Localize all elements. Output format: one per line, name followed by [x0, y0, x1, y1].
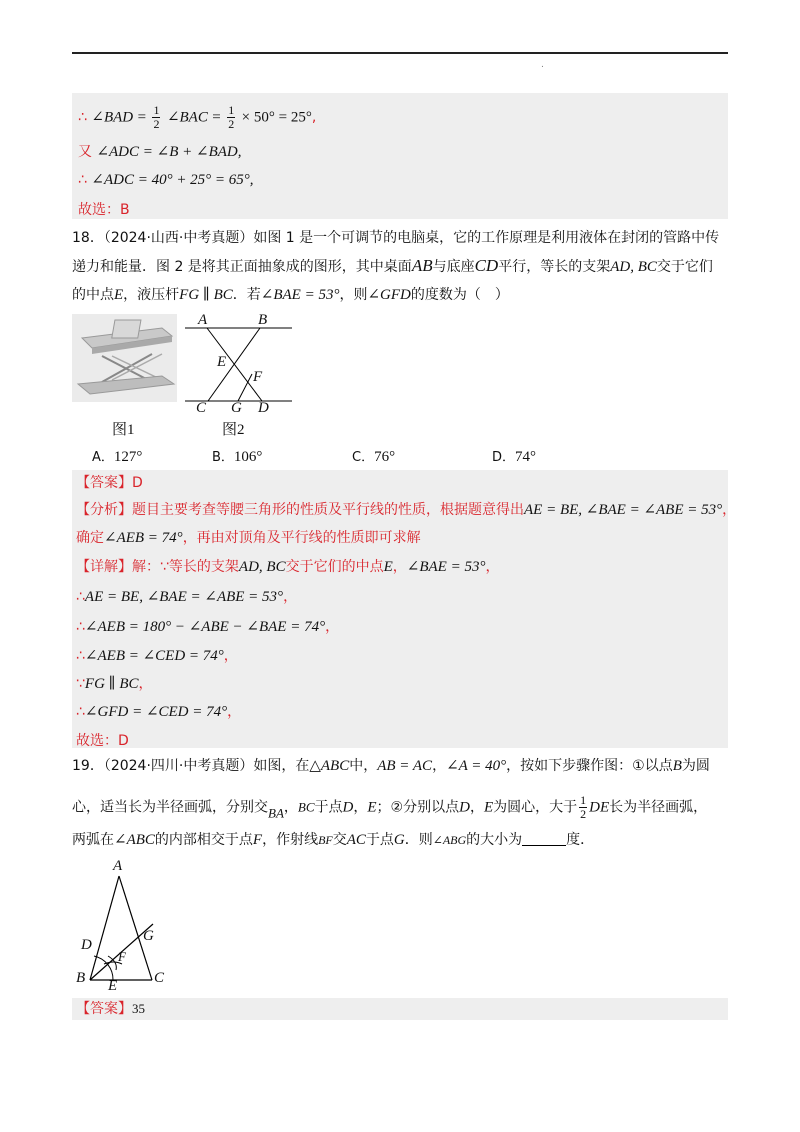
frac-den: 2	[153, 117, 160, 131]
math-expr: D	[342, 799, 354, 816]
text: 平行，等长的支架	[498, 259, 611, 275]
text: ，则	[339, 287, 368, 303]
text: 长为半径画弧，	[609, 799, 708, 816]
punct: ，	[227, 704, 242, 720]
math-expr: AD, BC	[238, 559, 286, 575]
text: 的大小为	[466, 832, 523, 848]
answer-blank[interactable]	[522, 831, 566, 846]
text: 度．	[566, 832, 595, 848]
therefore-symbol: ∴	[76, 704, 85, 720]
frac-den: 2	[228, 117, 235, 131]
math-expr: ∠BAE = 53°	[406, 559, 486, 575]
q19-label-E: E	[108, 978, 118, 994]
header-mark: .	[541, 60, 544, 70]
fraction-half	[152, 104, 160, 131]
ans18-detail1	[76, 557, 499, 577]
answer-value: 35	[132, 1001, 145, 1016]
math-expr: G	[393, 832, 405, 848]
q19-line2	[72, 794, 707, 824]
math-expr: AB = AC	[377, 758, 433, 774]
ans18-analysis2	[76, 528, 421, 548]
text: ．若	[232, 287, 261, 303]
option-value: 106°	[233, 449, 263, 465]
analysis-tag: 【分析】	[76, 502, 132, 518]
figure1-desk-photo	[72, 314, 177, 402]
text: 于点	[365, 832, 394, 848]
text: 交	[332, 832, 347, 848]
math-expr: AC	[346, 832, 366, 848]
ans18-step4	[76, 674, 153, 694]
punct: ，	[283, 589, 298, 605]
q19-label-B: B	[76, 970, 86, 986]
q19-line1	[72, 756, 710, 776]
answer-tag: 【答案】	[76, 475, 132, 491]
math-GFD: ∠GFD	[367, 287, 411, 303]
text: ，再由对顶角及平行线的性质即可求解	[182, 530, 421, 546]
text: 题目主要考查等腰三角形的性质及平行线的性质，根据题意得出	[132, 502, 524, 518]
math-expr: BC	[297, 799, 315, 815]
math-expr: ∠ADC = 40° + 25° = 65°,	[91, 172, 254, 188]
option-letter: C．	[352, 450, 375, 465]
ans18-step3	[76, 646, 238, 666]
text: 心，适当长为半径画弧，分别交	[72, 799, 268, 816]
fig2-label-B: B	[258, 312, 268, 328]
figure2-caption: 图2	[222, 422, 245, 438]
text: 19．（2024·四川·中考真题）如图，在	[72, 758, 310, 774]
option-c[interactable]	[352, 446, 395, 466]
text: ，	[432, 758, 447, 774]
text: ，作射线	[262, 832, 319, 848]
because-symbol: ∵	[76, 676, 85, 692]
text: 的中点	[72, 287, 114, 303]
punct: ，	[223, 648, 238, 664]
q19-label-A: A	[113, 858, 123, 874]
frac-den: 2	[580, 807, 587, 821]
ans18-answer	[76, 473, 143, 493]
punct: ，	[485, 559, 500, 575]
sol17-line1	[78, 104, 316, 131]
text: 中，	[349, 758, 378, 774]
math-expr: FG ∥ BC	[84, 676, 139, 692]
math-expr: ∠ABG	[432, 833, 467, 847]
option-a[interactable]	[92, 446, 142, 466]
text: 解：∵等长的支架	[132, 559, 239, 575]
also-word: 又	[78, 144, 92, 160]
text: 与底座	[432, 259, 475, 275]
math-expr: ∠ABC	[114, 832, 155, 848]
math-expr: ∠GFD = ∠CED = 74°	[84, 704, 228, 720]
punct: ，	[138, 676, 153, 692]
fig2-label-D: D	[258, 400, 269, 416]
q19-label-C: C	[154, 970, 165, 986]
detail-tag: 【详解】	[76, 559, 132, 575]
text: 为圆	[681, 758, 710, 774]
text: ，液压杆	[123, 287, 180, 303]
text: 交于它们	[656, 259, 713, 275]
math-expr: × 50° = 25°	[241, 109, 312, 126]
punct: ,	[311, 109, 317, 126]
q18-line1: 18．（2024·山西·中考真题）如图 1 是一个可调节的电脑桌，它的工作原理是利用液体在封闭的管路中传	[72, 230, 720, 246]
ans18-step2	[76, 617, 339, 637]
desk-illustration	[72, 314, 177, 402]
math-expr: ∠BAD	[91, 109, 134, 126]
fig2-label-C: C	[196, 400, 207, 416]
q19-label-F: F	[118, 949, 126, 964]
text: 确定	[76, 530, 104, 546]
triangle-figure	[80, 870, 180, 995]
text: ，按如下步骤作图：①以点	[506, 758, 673, 774]
punct: ，	[325, 619, 340, 635]
math-E: E	[114, 287, 124, 303]
frac-num: 1	[580, 793, 587, 807]
therefore-symbol: ∴	[78, 109, 87, 126]
text: 为圆心，大于	[493, 799, 578, 816]
math-expr: ∠AEB = 180° − ∠ABE − ∠BAE = 74°	[84, 619, 326, 635]
math-FG-BC: FG ∥ BC	[179, 287, 233, 303]
frac-num: 1	[153, 103, 160, 117]
equals-sign: =	[137, 109, 147, 126]
math-expr: D	[459, 799, 470, 816]
text: ，	[469, 799, 484, 816]
math-expr: ∠BAC	[166, 109, 208, 126]
option-value: 127°	[113, 449, 143, 465]
q18-line3	[72, 285, 509, 305]
text: 的度数为（ ）	[410, 287, 509, 303]
text: 交于它们的中点	[285, 559, 384, 575]
math-expr: E	[483, 799, 494, 816]
fig2-label-G: G	[231, 400, 242, 416]
option-letter: D．	[492, 450, 516, 465]
text: ，	[353, 799, 368, 816]
math-expr: BA	[268, 805, 284, 821]
sol17-line3	[78, 170, 254, 190]
q19-line3	[72, 830, 594, 850]
frac-num: 1	[228, 103, 235, 117]
math-expr: ∠AEB = ∠CED = 74°	[84, 648, 224, 664]
ans18-step5	[76, 702, 241, 722]
math-expr: DE	[589, 799, 610, 816]
therefore-symbol: ∴	[76, 619, 85, 635]
header-rule	[72, 52, 728, 54]
math-expr: BF	[318, 833, 333, 847]
ans18-analysis1	[76, 500, 736, 520]
option-letter: B．	[212, 450, 234, 465]
answer-value: D	[132, 475, 143, 491]
fig2-label-E: E	[217, 354, 227, 370]
math-AB: AB	[411, 256, 433, 275]
fraction-half	[579, 794, 587, 821]
therefore-symbol: ∴	[78, 172, 87, 188]
option-value: 76°	[374, 449, 396, 465]
equals-sign: =	[212, 109, 221, 126]
math-expr: AE = BE, ∠BAE = ∠ABE = 53°	[84, 589, 284, 605]
math-expr: E	[383, 559, 393, 575]
therefore-symbol: ∴	[76, 648, 85, 664]
ans18-step1	[76, 587, 297, 607]
fraction-half-2	[227, 104, 235, 131]
q19-label-G: G	[143, 928, 154, 944]
math-angle: ∠BAE = 53°	[260, 287, 340, 303]
fig2-label-A: A	[198, 312, 208, 328]
option-d[interactable]	[492, 446, 536, 466]
ans18-choice: 故选：D	[76, 733, 129, 749]
math-expr: B	[672, 758, 682, 774]
text: 的内部相交于点	[154, 832, 253, 848]
figure1-caption: 图1	[112, 422, 135, 438]
math-expr: ∠AEB = 74°	[104, 530, 183, 546]
option-b[interactable]	[212, 446, 262, 466]
math-expr: ∠A = 40°	[446, 758, 507, 774]
math-expr: AE = BE, ∠BAE = ∠ABE = 53°	[524, 502, 723, 518]
math-expr: ∠ADC = ∠B + ∠BAD,	[96, 144, 242, 160]
therefore-symbol: ∴	[76, 589, 85, 605]
q19-label-D: D	[81, 937, 92, 953]
math-expr: △ABC	[309, 758, 350, 774]
ans19-answer	[76, 999, 145, 1019]
q18-line2	[72, 256, 713, 277]
option-letter: A．	[92, 450, 114, 465]
text: 两弧在	[72, 832, 114, 848]
fig2-label-F: F	[253, 369, 263, 385]
math-CD: CD	[474, 256, 499, 275]
text: 递力和能量．图 2 是将其正面抽象成的图形，其中桌面	[72, 259, 412, 275]
option-value: 74°	[515, 449, 537, 465]
solution-19-panel	[72, 998, 728, 1020]
punct: ，	[722, 502, 737, 518]
math-expr: F	[252, 832, 263, 848]
text: ．则	[404, 832, 433, 848]
sol17-choice: 故选：B	[78, 202, 130, 218]
math-expr: E	[367, 799, 377, 816]
sol17-line2	[78, 142, 241, 162]
math-AD-BC: AD, BC	[610, 259, 657, 275]
punct: ，	[392, 559, 407, 575]
side-AB	[90, 876, 119, 980]
text: ；②分别以点	[376, 799, 460, 816]
answer-tag: 【答案】	[76, 1001, 132, 1017]
text: 于点	[314, 799, 343, 816]
text: ，	[283, 799, 298, 816]
